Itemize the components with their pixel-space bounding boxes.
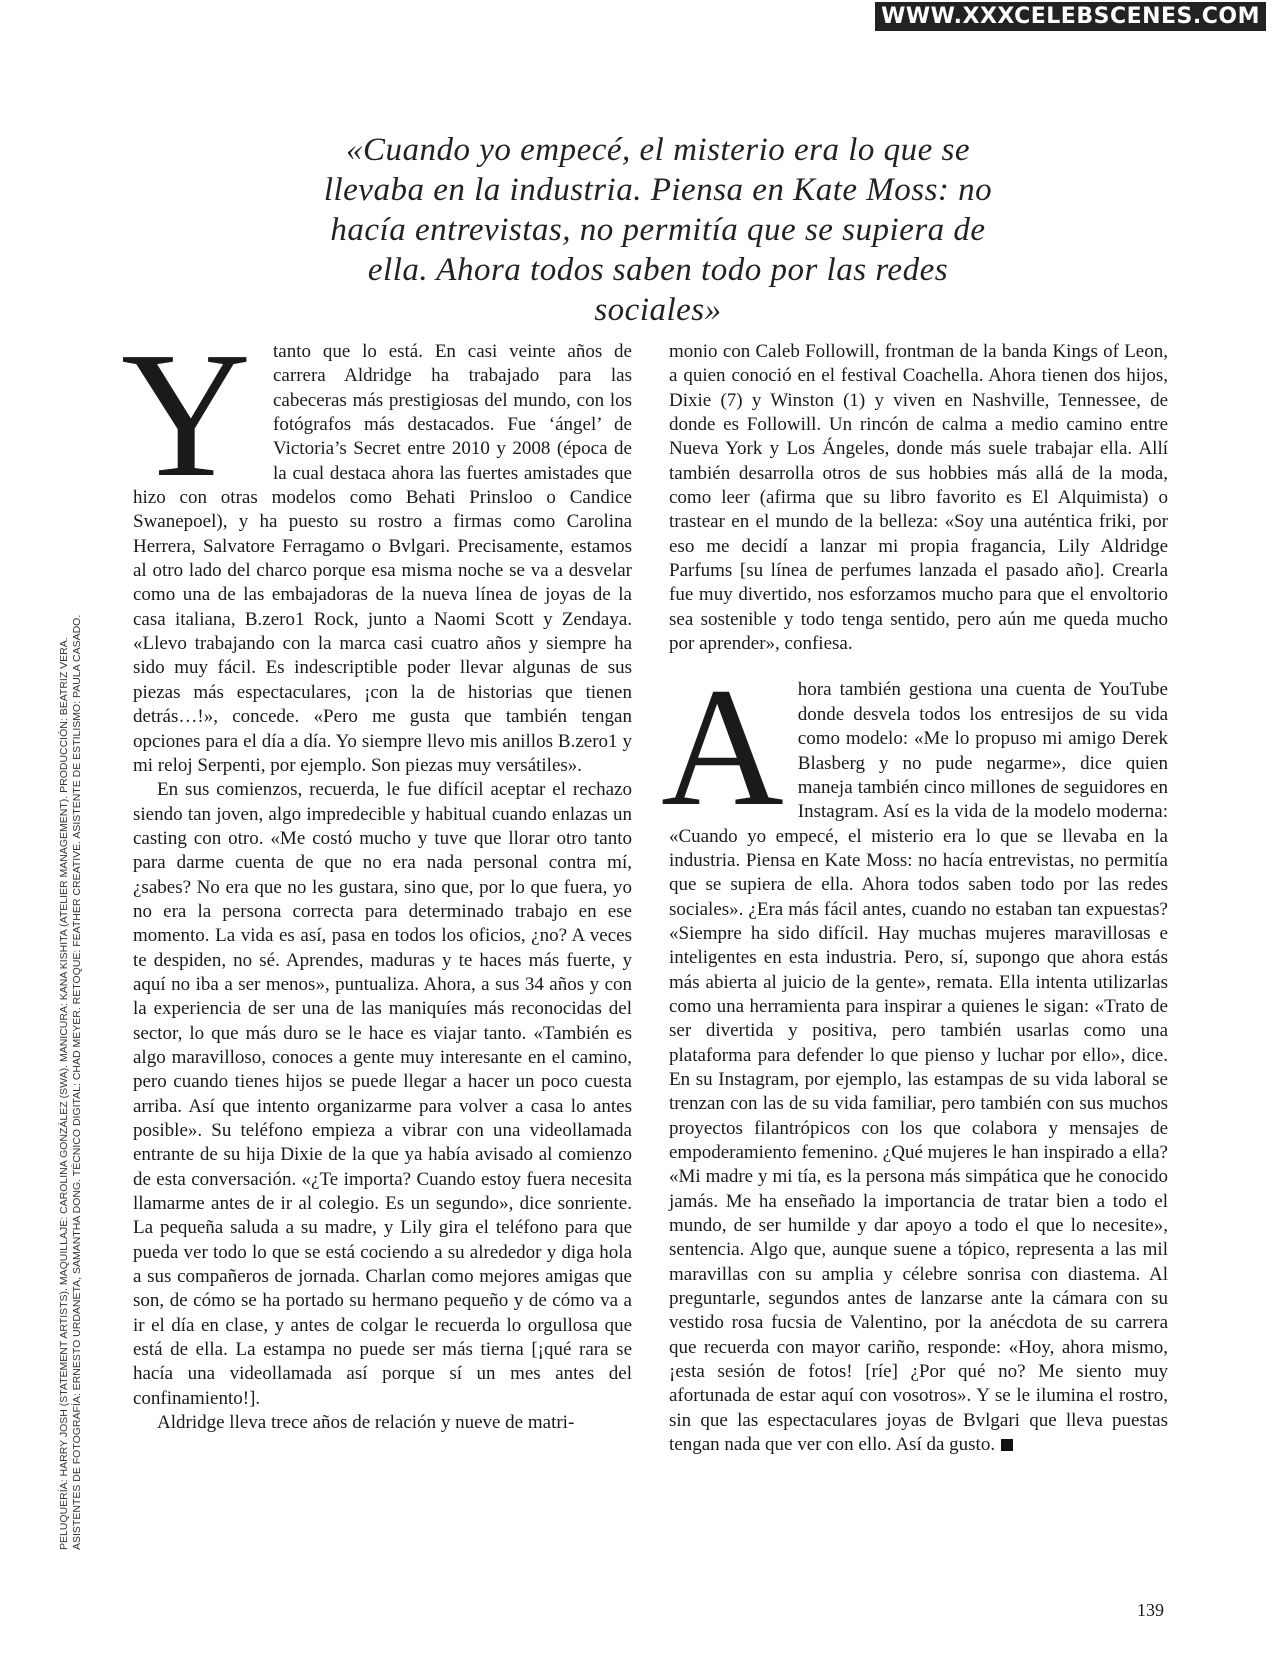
paragraph: monio con Caleb Followill, frontman de la banda Kings of Leon, a quien conoció en el festival Coachella. Ahora tienen dos hijos, Dixie (7) y Winston (1) y viven en Nashville, Tennessee, de donde es Followill. Un rincón de calma a medio camino entre Nueva York y Los Ángeles, donde más suele trabajar ella. Allí también desarrolla otros de sus hobbies más allá de la moda, como leer (afirma que su libro favorito es El Alquimista) o trastear en el mundo de la belleza: «Soy una auténtica friki, por eso me decidí a lanzar mi propia fragancia, Lily Aldridge Parfums [su línea de perfumes lanzada el pasado año]. Crearla fue muy divertido, nos esforzamos mucho para que el envoltorio sea sostenible y todo tenga sentido, pero aún me queda mucho por aprender», confiesa. [669, 341, 1168, 655]
paragraph: Aldridge lleva trece años de relación y nueve de matri- [157, 1412, 575, 1434]
article-column-2 [661, 340, 1168, 1457]
watermark: WWW.XXXCELEBSCENES.COM [875, 2, 1266, 31]
paragraph-text: hora también gestiona una cuenta de YouTube donde desvela todos los entresijos de su vida como modelo: «Me lo propuso mi amigo Derek Blasberg y no pude negarme», dice quien maneja también cinco millones de seguidores en Instagram. Así es la vida de la modelo moderna: «Cuando yo empecé, el misterio era lo que se llevaba en la industria. Piensa en Kate Moss: no hacía entrevistas, no permitía que se supiera de ella. Ahora todos saben todo por las redes sociales». ¿Era más fácil antes, cuando no estaban tan expuestas? «Siempre ha sido difícil. Hay muchas mujeres maravillosas e inteligentes en esta industria. Pero, sí, supongo que ahora estás más abierta al juicio de la gente», remata. Ella intenta utilizarlas como una herramienta para inspirar a quienes le sigan: «Trato de ser divertida y positiva, pero también usarlas como una plataforma para defender lo que pienso y luchar por ello», dice. En su Instagram, por ejemplo, las estampas de su vida laboral se trenzan con las de su vida familiar, pero también con sus muchos proyectos filantrópicos con los que colabora y mensajes de empoderamiento femenino. ¿Qué mujeres le han inspirado a ella? «Mi madre y mi tía, es la persona más simpática que he conocido jamás. Me ha enseñado la importancia de tratar bien a todo el mundo, de ser humilde y dar apoyo a todo el que lo necesite», sentencia. Algo que, aunque suene a tópico, representa a las mil maravillas con su amplia y célebre sonrisa con diastema. Al preguntarle, segundos antes de lanzarse ante la cámara con su vestido rosa fucsia de Valentino, por la anécdota de su carrera que recuerda con mayor cariño, responde: «Hoy, ahora mismo, ¡esta sesión de fotos! [ríe] ¿Por qué no? Me siento muy afortunada de estar aquí con vosotros». Y se le ilumina el rostro, sin que las espectaculares joyas de Bvlgari que lleva puestas tengan nada que ver con ello. Así da gusto. [669, 679, 1168, 1456]
pull-quote: «Cuando yo empecé, el misterio era lo que se llevaba en la industria. Piensa en Kate Moss: no hacía entrevistas, no permitía que se supiera de ella. Ahora todos saben todo por las redes sociales» [323, 132, 993, 328]
drop-cap: Y [121, 315, 251, 514]
photo-credits [58, 614, 90, 1550]
paragraph-text: tanto que lo está. En casi veinte años de carrera Aldridge ha trabajado para las cabeceras más prestigiosas del mundo, con los fotógrafos más destacados. Fue ‘ángel’ de Victoria’s Secret entre 2010 y 2008 (época de la cual destaca ahora las fuertes amistades que hizo con otras modelos como Behati Prinsloo o Candice Swanepoel), y ha puesto su rostro a firmas como Carolina Herrera, Salvatore Ferragamo o Bvlgari. Precisamente, estamos al otro lado del charco porque esa misma noche se va a desvelar como una de las embajadoras de la nueva línea de joyas de la casa italiana, B.zero1 Rock, junto a Naomi Scott y Zendaya. «Llevo trabajando con la marca casi cuatro años y siempre ha sido muy fácil. Es indescriptible poder llevar algunas de sus piezas más espectaculares, ¡con la de historias que tienen detrás…!», concede. «Pero me gusta que también tengan opciones para el día a día. Yo siempre llevo mis anillos B.zero1 y mi reloj Serpenti, por ejemplo. Son piezas muy versátiles». [133, 341, 632, 776]
end-mark-icon [1001, 1439, 1013, 1451]
page-number: 139 [1137, 1600, 1164, 1620]
credits-line-2: ASISTENTES DE FOTOGRAFÍA: ERNESTO URDANETA, SAMANTHA DONG. TÉCNICO DIGITAL: CHAD MEYER. RETOQUE: FEATHER CREATIVE. ASISTENTE DE ESTILISMO: PAULA CASADO. [71, 614, 83, 1550]
article-column-1 [121, 315, 632, 1435]
drop-cap: A [661, 653, 784, 842]
credits-line-1: PELUQUERÍA: HARRY JOSH (STATEMENT ARTISTS). MAQUILLAJE: CAROLINA GONZÁLEZ (SWA). MANICURA: KANA KISHITA (ATELIER MANAGEMENT). PRODUCCIÓN: BEATRIZ VERA. [58, 637, 70, 1550]
paragraph [661, 653, 1168, 1457]
paragraph [121, 315, 632, 778]
paragraph: En sus comienzos, recuerda, le fue difícil aceptar el rechazo siendo tan joven, algo impredecible y habitual cuando enlazas un casting con otro. «Me costó mucho y tuve que llorar otro tanto para darme cuenta de que no era nada personal contra mí, ¿sabes? No era que no les gustara, sino que, por lo que fuera, yo no era la persona correcta para determinado trabajo en ese momento. La vida es así, pasa en todos los oficios, ¿no? A veces te despiden, no sé. Aprendes, maduras y te haces más fuerte, y aquí no iba a ser menos», puntualiza. Ahora, a sus 34 años y con la experiencia de ser una de las maniquíes más reconocidas del sector, lo que más duro se le hace es viajar tanto. «También es algo maravilloso, conoces a gente muy interesante en el camino, pero cuando tienes hijos se puede llegar a hacer un poco cuesta arriba. Así que intento organizarme para volver a casa lo antes posible». Su teléfono empieza a vibrar con una videollamada entrante de su hija Dixie de la que ya había avisado al comienzo de esta conversación. «¿Te importa? Cuando estoy fuera necesita llamarme antes de ir al colegio. Es un segundo», dice sonriente. La pequeña saluda a su madre, y Lily gira el teléfono para que pueda ver todo lo que se está cociendo a su alrededor y diga hola a sus compañeros de jornada. Charlan como mejores amigas que son, de cómo se ha portado su hermano pequeño y de cómo va a ir el día en clase, y antes de colgar le recuerda lo orgullosa que está de ella. La estampa no puede ser más tierna [¡qué rara se hacía una videollamada así porque sí un mes antes del confinamiento!]. [133, 779, 632, 1409]
